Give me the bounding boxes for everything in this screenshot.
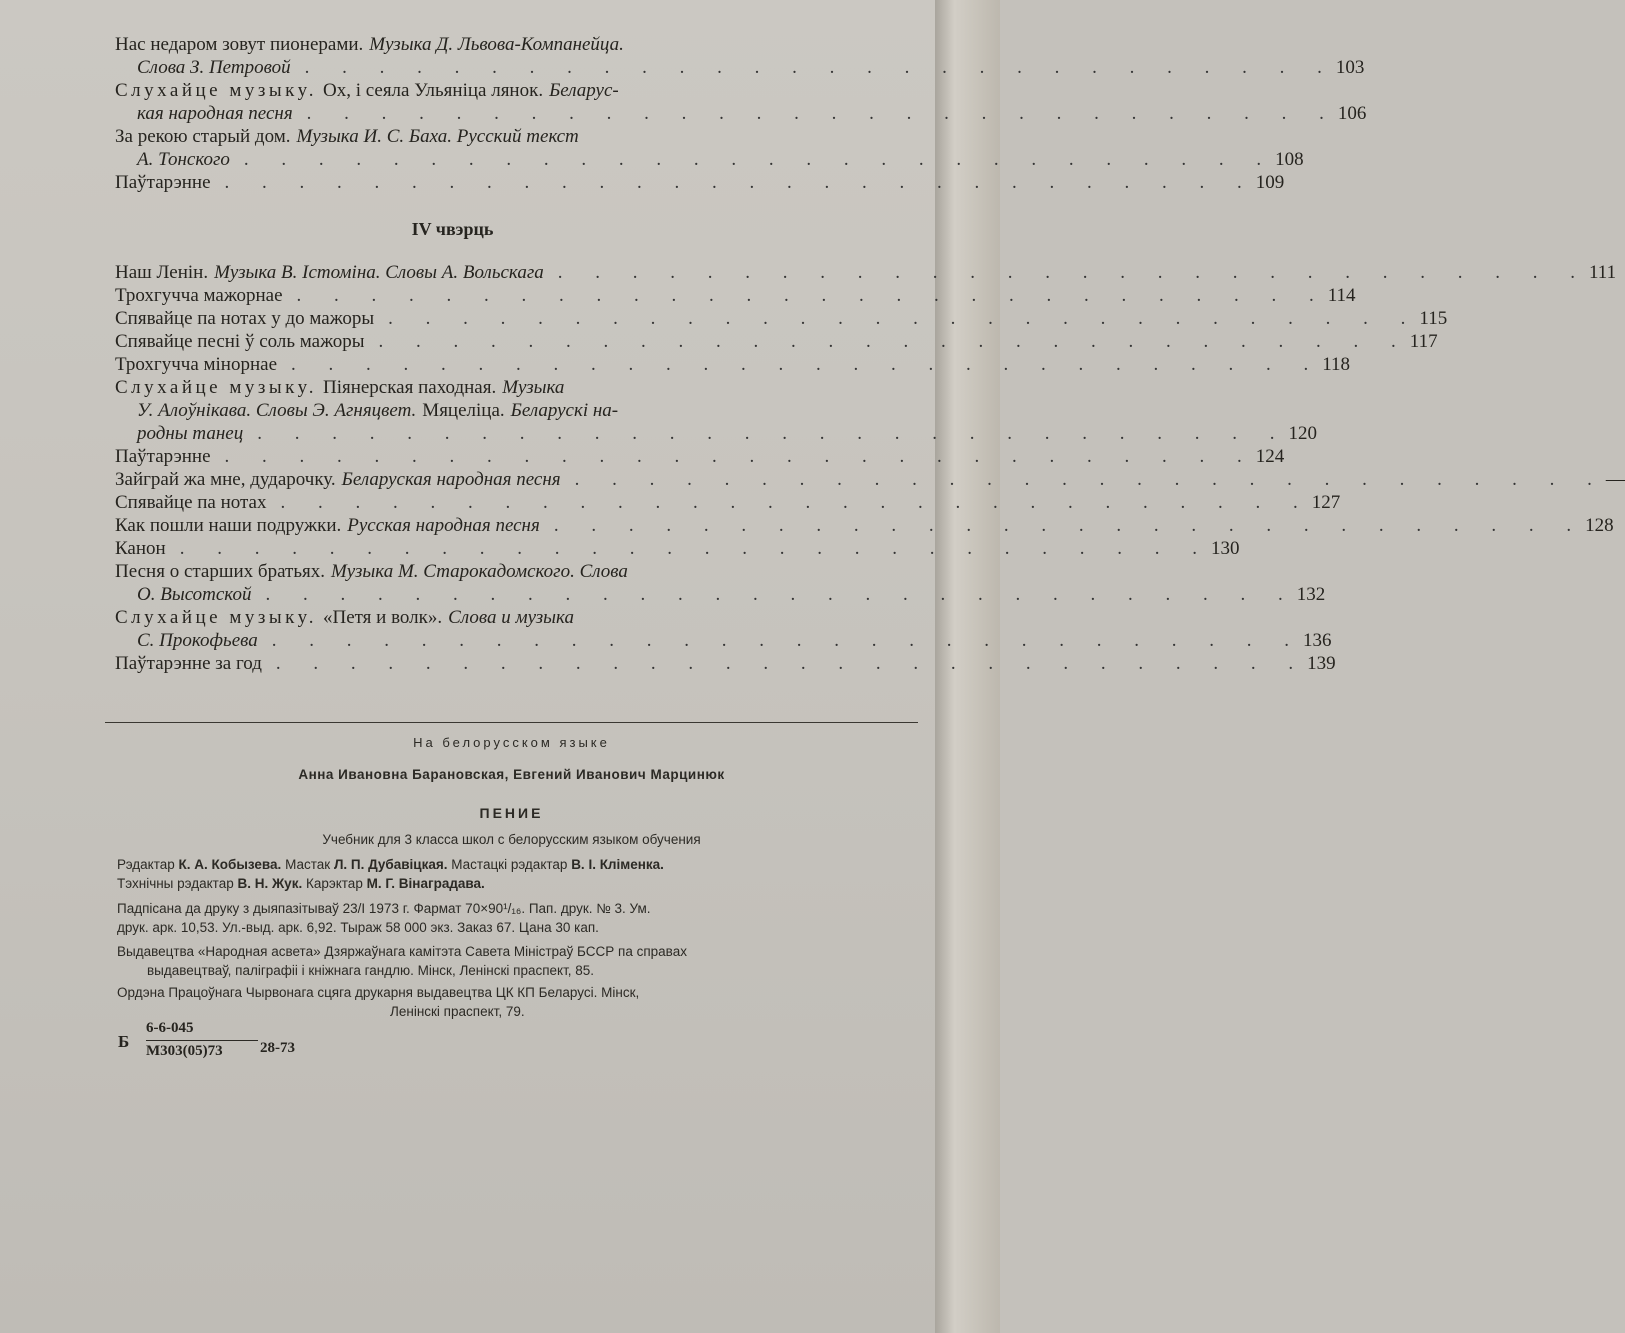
toc-page-number: 118 (1322, 354, 1351, 375)
toc-page-number: 115 (1419, 308, 1448, 329)
dot-leader: . . . . . . . . . . . . . . . . . . . . . . . . . . . . (574, 469, 1606, 490)
dot-leader: . . . . . . . . . . . . . . . . . . . . . . . . . . . . (557, 262, 1589, 283)
toc-entry (115, 560, 1326, 606)
toc-entry (115, 468, 1625, 491)
toc-text: Беларускі на- (510, 400, 619, 421)
toc-text: Трохгучча мажорнае (115, 285, 283, 306)
toc-text: Трохгучча мінорнае (115, 354, 278, 375)
toc-text: Беларуская народная песня (341, 469, 561, 490)
toc-line (115, 629, 1332, 652)
dot-leader: . . . . . . . . . . . . . . . . . . . . . . . . . . . . (378, 331, 1410, 352)
toc-page-number: 103 (1335, 57, 1365, 78)
line-filler (624, 399, 910, 422)
toc-text: Ох, і сеяла Ульяніца лянок. (322, 80, 544, 101)
toc-line (115, 171, 1285, 194)
authors: Анна Ивановна Барановская, Евгений Иванович Марцинюк (298, 767, 725, 782)
line-filler (630, 33, 910, 56)
toc-text: А. Тонского (137, 149, 230, 170)
toc-line (115, 353, 1351, 376)
toc-page-number: 124 (1255, 446, 1285, 467)
toc-text: Спявайце па нотах у до мажоры (115, 308, 375, 329)
publisher-line-1: Выдавецтва «Народная асвета» Дзяржаўнага камітэта Савета Міністраў БССР па справах (117, 944, 687, 959)
role-label: Тэхнічны рэдактар (117, 876, 238, 891)
toc-page-number: 120 (1288, 423, 1317, 444)
divider-rule (105, 722, 918, 723)
toc-entry (115, 261, 1617, 284)
toc-line (115, 445, 1285, 468)
section-heading: IV чвэрць (411, 219, 494, 239)
toc-entry (115, 284, 1356, 307)
toc-entry (115, 33, 1365, 79)
dot-leader: . . . . . . . . . . . . . . . . . . . . . . . . . . . . (275, 653, 1308, 674)
toc-entry (115, 514, 1614, 537)
printer-line-2: Ленінскі праспект, 79. (390, 1004, 525, 1019)
toc-part-4 (115, 261, 1625, 675)
toc-line (115, 307, 1448, 330)
dot-leader: . . . . . . . . . . . . . . . . . . . . . . . . . . . . (265, 584, 1297, 605)
toc-text: Русская народная песня (347, 515, 540, 536)
toc-text: Как пошли наши подружки. (115, 515, 342, 536)
role-label: Мастацкі рэдактар (447, 857, 572, 872)
person-name: В. І. Кліменка. (571, 857, 664, 872)
dot-leader: . . . . . . . . . . . . . . . . . . . . . . . . . . . . (553, 515, 1586, 536)
toc-text: Слухайце музыку. (115, 607, 317, 628)
toc-text: «Петя и волк». (322, 607, 443, 628)
toc-line (115, 422, 1317, 445)
toc-text: Слова З. Петровой (137, 57, 291, 78)
toc-line (115, 330, 1438, 353)
toc-line (115, 560, 910, 583)
catalog-code-right: 28-73 (260, 1040, 295, 1056)
dot-leader: . . . . . . . . . . . . . . . . . . . . . . . . . . . . (291, 354, 1323, 375)
credits-line-2 (117, 876, 485, 891)
toc-page-number: 111 (1588, 262, 1617, 283)
toc-page-number: 139 (1307, 653, 1336, 674)
toc-text: За рекою старый дом. (115, 126, 291, 147)
toc-page-number: 114 (1327, 285, 1356, 306)
toc-page-number: 117 (1409, 331, 1438, 352)
toc-line (115, 537, 1240, 560)
toc-entry (115, 376, 1317, 445)
line-filler (570, 376, 910, 399)
person-name: К. А. Кобызева. (178, 857, 282, 872)
toc-text: У. Алоўнікава. Словы Э. Агняцвет. (137, 400, 417, 421)
toc-text: Нас недаром зовут пионерами. (115, 34, 364, 55)
toc-entry (115, 606, 1332, 652)
toc-page-number: 136 (1303, 630, 1332, 651)
dot-leader: . . . . . . . . . . . . . . . . . . . . . . . . . . . . (306, 103, 1338, 124)
toc-line (115, 399, 910, 422)
toc-entry (115, 353, 1351, 376)
toc-text: Піянерская паходная. (322, 377, 497, 398)
toc-text: Паўтарэнне за год (115, 653, 262, 674)
toc-page-number: 128 (1585, 515, 1614, 536)
person-name: В. Н. Жук. (237, 876, 303, 891)
toc-text: Музыка М. Старокадомского. Слова (330, 561, 628, 582)
toc-line (115, 261, 1617, 284)
toc-line (115, 102, 1367, 125)
toc-page-number: 130 (1210, 538, 1240, 559)
dot-leader: . . . . . . . . . . . . . . . . . . . . . . . . . . . . (257, 423, 1289, 444)
toc-entry (115, 171, 1285, 194)
toc-text: Песня о старших братьях. (115, 561, 325, 582)
toc-text: родны танец (137, 423, 244, 444)
toc-page-number: 108 (1275, 149, 1304, 170)
toc-text: Паўтарэнне (115, 172, 211, 193)
toc-entry (115, 652, 1336, 675)
dot-leader: . . . . . . . . . . . . . . . . . . . . . . . . . . . . (296, 285, 1328, 306)
toc-page-number: 132 (1296, 584, 1326, 605)
toc-text: Мяцеліца. (422, 400, 505, 421)
toc-entry (115, 491, 1341, 514)
toc-text: кая народная песня (137, 103, 293, 124)
person-name: Л. П. Дубавіцкая. (333, 857, 448, 872)
toc-line (115, 284, 1356, 307)
catalog-code-fraction-bar (146, 1040, 258, 1041)
book-title: ПЕНИЕ (479, 805, 544, 821)
toc-entry (115, 330, 1438, 353)
dot-leader: . . . . . . . . . . . . . . . . . . . . . . . . . . . . (271, 630, 1303, 651)
toc-text: С. Прокофьева (137, 630, 258, 651)
toc-line (115, 33, 910, 56)
toc-line (115, 148, 1304, 171)
toc-part-3 (115, 33, 1367, 194)
line-filler (625, 79, 910, 102)
toc-entry (115, 445, 1285, 468)
dot-leader: . . . . . . . . . . . . . . . . . . . . . . . . . . . . (304, 57, 1336, 78)
line-filler (585, 125, 910, 148)
toc-line (115, 583, 1326, 606)
person-name: М. Г. Вінаградава. (366, 876, 485, 891)
toc-page-number: 127 (1311, 492, 1341, 513)
dot-leader: . . . . . . . . . . . . . . . . . . . . . . . . . . . . (179, 538, 1211, 559)
toc-entry (115, 125, 1304, 171)
toc-line (115, 491, 1341, 514)
table-of-contents (115, 33, 1625, 675)
toc-line (115, 56, 1365, 79)
toc-text: О. Высотской (137, 584, 252, 605)
toc-line (115, 606, 910, 629)
toc-entry (115, 537, 1240, 560)
toc-line (115, 652, 1336, 675)
dot-leader: . . . . . . . . . . . . . . . . . . . . . . . . . . . . (388, 308, 1420, 329)
dot-leader: . . . . . . . . . . . . . . . . . . . . . . . . . . . . (243, 149, 1276, 170)
catalog-code-letter: Б (118, 1032, 130, 1051)
toc-line (115, 468, 1625, 491)
toc-text: Музыка И. С. Баха. Русский текст (296, 126, 579, 147)
toc-text: Слухайце музыку. (115, 377, 317, 398)
dot-leader: . . . . . . . . . . . . . . . . . . . . . . . . . . . . (280, 492, 1312, 513)
toc-entry (115, 307, 1448, 330)
toc-text: Зайграй жа мне, дударочку. (115, 469, 336, 490)
toc-page-number: — (1605, 469, 1625, 490)
toc-line (115, 125, 910, 148)
line-filler (580, 606, 910, 629)
toc-text: Паўтарэнне (115, 446, 211, 467)
dot-leader: . . . . . . . . . . . . . . . . . . . . . . . . . . . . (224, 172, 1256, 193)
role-label: Мастак (281, 857, 334, 872)
toc-text: Спявайце песні ў соль мажоры (115, 331, 365, 352)
toc-entry (115, 79, 1367, 125)
toc-text: Слухайце музыку. (115, 80, 317, 101)
catalog-code-bottom: М303(05)73 (146, 1043, 223, 1059)
dot-leader: . . . . . . . . . . . . . . . . . . . . . . . . . . . . (224, 446, 1256, 467)
line-filler (634, 560, 910, 583)
catalog-code-top: 6-6-045 (146, 1020, 194, 1036)
book-subtitle: Учебник для 3 класса школ с белорусским языком обучения (322, 832, 701, 847)
printer-line-1: Ордэна Працоўнага Чырвонага сцяга друкарня выдавецтва ЦК КП Беларусі. Мінск, (117, 985, 640, 1000)
print-info-line-2: друк. арк. 10,53. Ул.-выд. арк. 6,92. Тыраж 58 000 экз. Заказ 67. Цана 30 кап. (117, 920, 599, 935)
toc-line (115, 514, 1614, 537)
toc-text: Музыка В. Істоміна. Словы А. Вольскага (214, 262, 544, 283)
toc-text: Спявайце па нотах (115, 492, 267, 513)
toc-text: Беларус- (549, 80, 619, 101)
toc-text: Канон (115, 538, 166, 559)
toc-line (115, 79, 910, 102)
toc-text: Музыка (502, 377, 565, 398)
role-label: Рэдактар (117, 857, 179, 872)
toc-text: Слова и музыка (448, 607, 574, 628)
toc-text: Наш Ленін. (115, 262, 209, 283)
toc-line (115, 376, 910, 399)
toc-page-number: 109 (1255, 172, 1285, 193)
print-info-line-1: Падпісана да друку з дыяпазітываў 23/І 1973 г. Фармат 70×90¹/₁₆. Пап. друк. № 3. Ум. (117, 901, 651, 916)
publisher-line-2: выдавецтваў, паліграфіі і кніжнага гандлю. Мінск, Ленінскі праспект, 85. (147, 963, 595, 978)
language-note: На белорусском языке (413, 735, 610, 750)
role-label: Карэктар (302, 876, 367, 891)
toc-page-number: 106 (1337, 103, 1367, 124)
toc-text: Музыка Д. Львова-Компанейца. (369, 34, 624, 55)
credits-line-1 (117, 857, 664, 872)
